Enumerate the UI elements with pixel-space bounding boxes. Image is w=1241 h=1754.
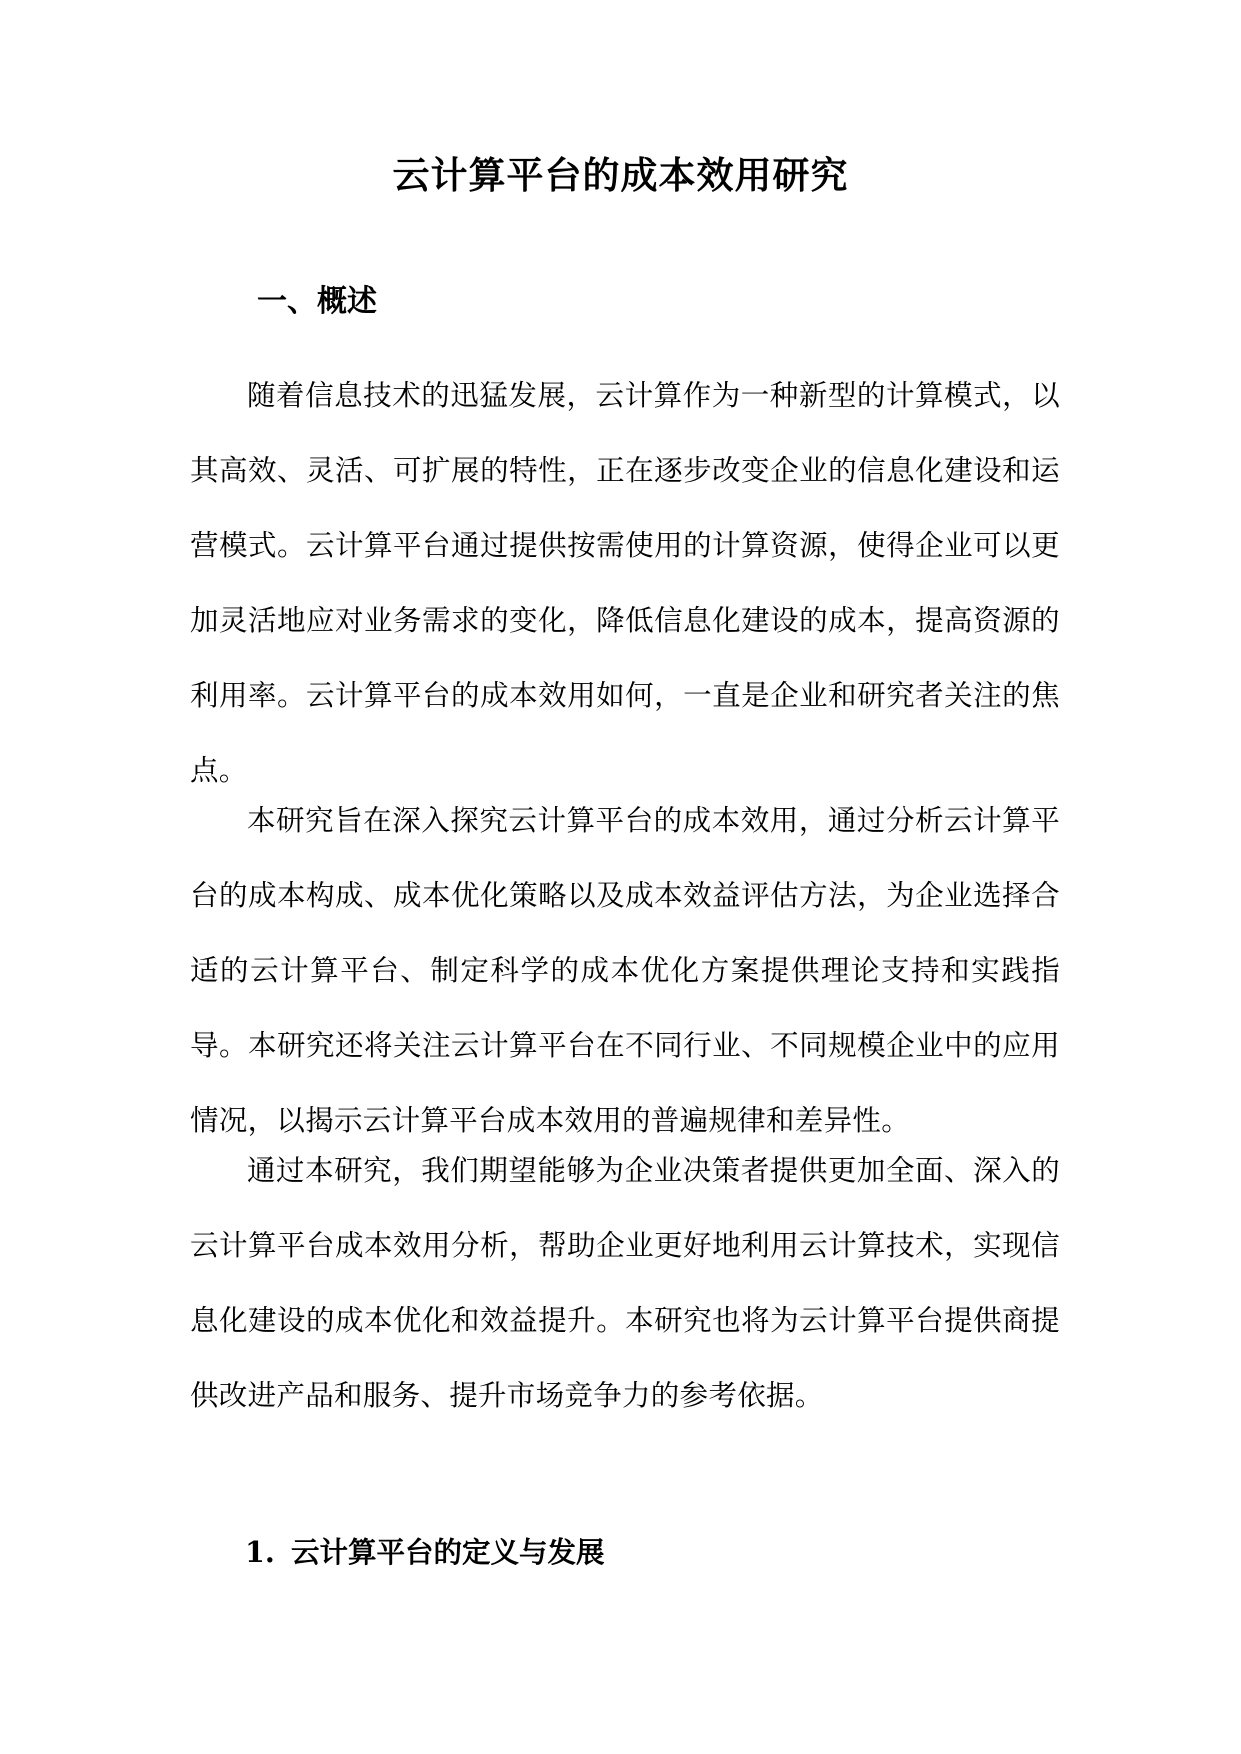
body-paragraph: 随着信息技术的迅猛发展，云计算作为一种新型的计算模式，以其高效、灵活、可扩展的特性，正在逐步改变企业的信息化建设和运营模式。云计算平台通过提供按需使用的计算资源，使得企业可以更加灵活地应对业务需求的变化，降低信息化建设的成本，提高资源的利用率。云计算平台的成本效用如何，一直是企业和研究者关注的焦点。	[190, 379, 1060, 787]
body-paragraph: 通过本研究，我们期望能够为企业决策者提供更加全面、深入的云计算平台成本效用分析，帮助企业更好地利用云计算技术，实现信息化建设的成本优化和效益提升。本研究也将为云计算平台提供商提供改进产品和服务、提升市场竞争力的参考依据。	[190, 1154, 1060, 1412]
subsection-title: 云计算平台的定义与发展	[291, 1535, 605, 1569]
section-heading-overview: 一、概述	[257, 284, 377, 319]
subsection-heading	[245, 1530, 605, 1574]
document-title: 云计算平台的成本效用研究	[392, 153, 849, 197]
body-paragraph: 本研究旨在深入探究云计算平台的成本效用，通过分析云计算平台的成本构成、成本优化策略以及成本效益评估方法，为企业选择合适的云计算平台、制定科学的成本优化方案提供理论支持和实践指导。本研究还将关注云计算平台在不同行业、不同规模企业中的应用情况，以揭示云计算平台成本效用的普遍规律和差异性。	[190, 804, 1060, 1137]
subsection-number: 1.	[245, 1535, 275, 1569]
